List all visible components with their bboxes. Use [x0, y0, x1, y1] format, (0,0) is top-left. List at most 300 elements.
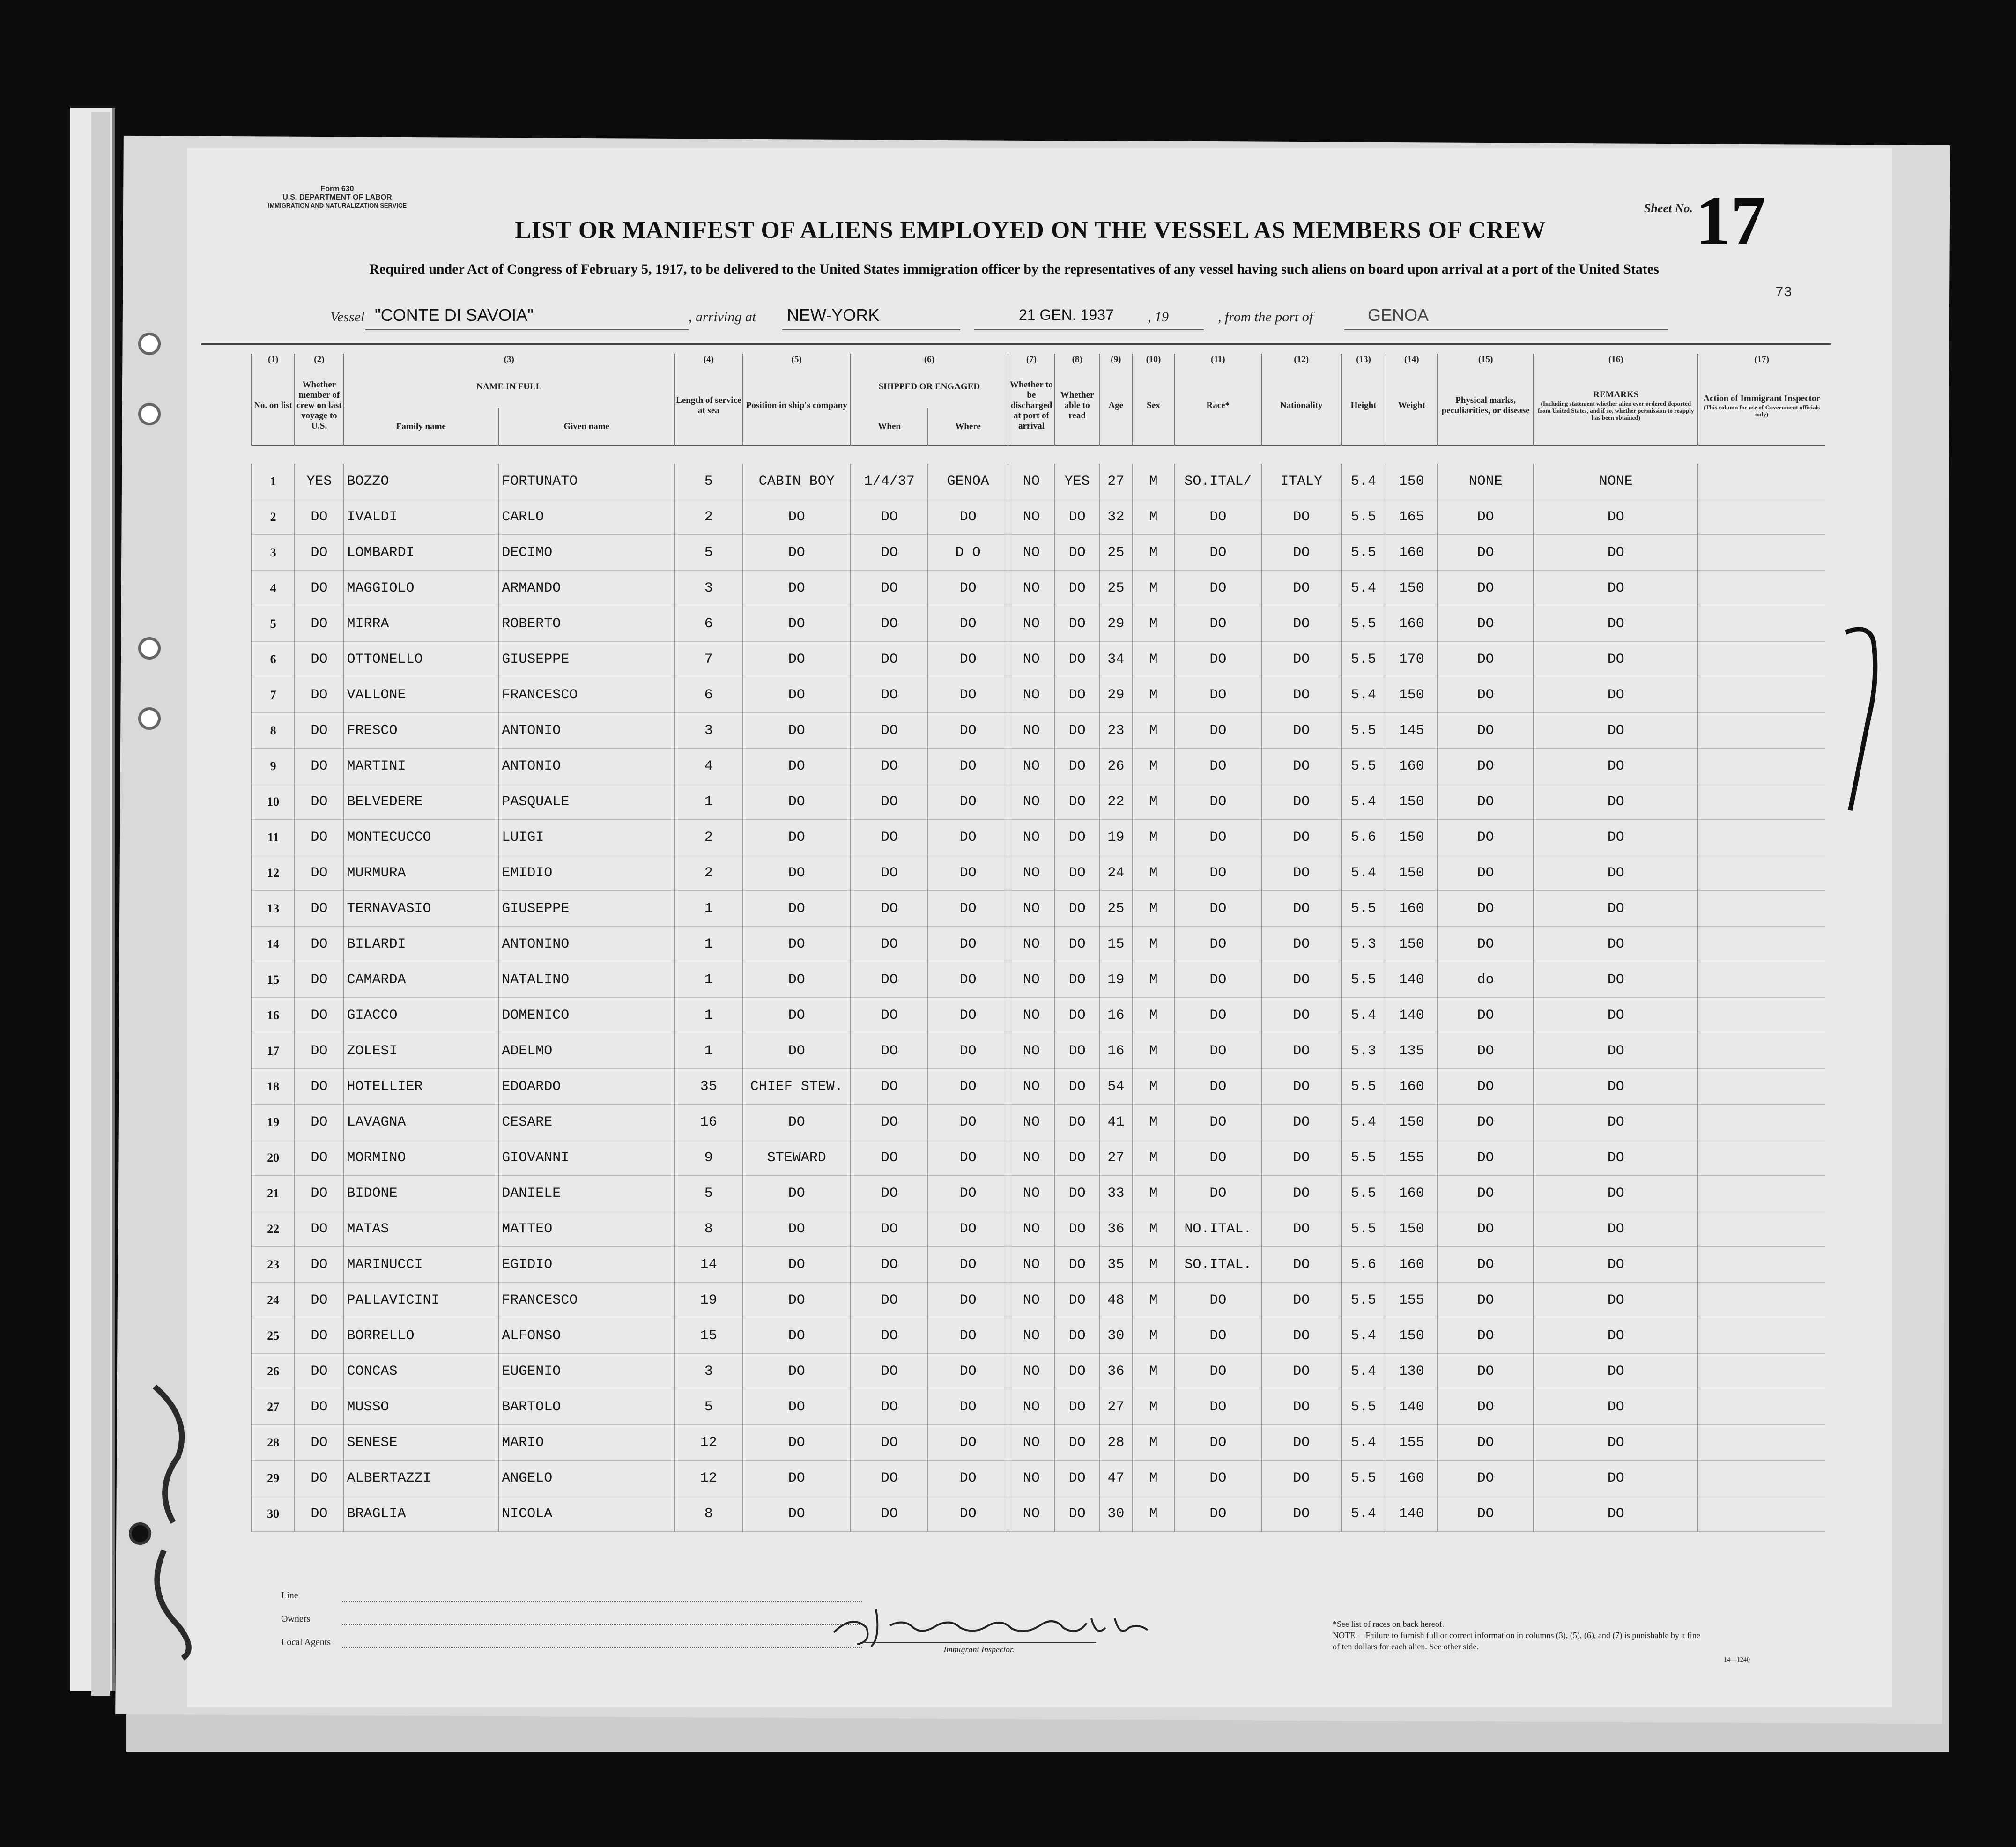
shipped-where: DO [928, 749, 1008, 784]
col-number: (5) [742, 354, 851, 366]
header-able-read: Whether able to read [1055, 366, 1099, 445]
height: 5.4 [1341, 998, 1386, 1033]
family-name: LOMBARDI [343, 535, 498, 571]
position: DO [742, 1283, 851, 1318]
sex: M [1132, 1069, 1174, 1105]
remarks: DO [1534, 1211, 1698, 1247]
given-name: NICOLA [498, 1496, 674, 1532]
length-service: 1 [674, 998, 742, 1033]
position: DO [742, 1247, 851, 1283]
able-read: DO [1055, 1354, 1099, 1389]
row-number: 12 [252, 855, 295, 891]
member-last-voyage: DO [295, 784, 343, 820]
physical-marks: DO [1438, 606, 1534, 642]
table-row [252, 1496, 1825, 1532]
inspector-action [1698, 1211, 1825, 1247]
race: DO [1175, 1140, 1261, 1176]
shipped-when: DO [851, 713, 928, 749]
sheet-number: 17 [1696, 182, 1766, 260]
table-row [252, 1318, 1825, 1354]
member-last-voyage: DO [295, 1389, 343, 1425]
form-number [262, 185, 412, 209]
race: DO [1175, 1176, 1261, 1211]
weight: 160 [1386, 891, 1438, 927]
shipped-where: D O [928, 535, 1008, 571]
crew-rows [252, 464, 1825, 1532]
row-number: 11 [252, 820, 295, 855]
shipped-when: DO [851, 642, 928, 677]
remarks: DO [1534, 677, 1698, 713]
row-number: 2 [252, 499, 295, 535]
races-note: *See list of races on back hereof. [1333, 1619, 1445, 1629]
remarks: DO [1534, 1105, 1698, 1140]
header-sex: Sex [1132, 366, 1174, 445]
member-last-voyage: DO [295, 1496, 343, 1532]
row-number: 24 [252, 1283, 295, 1318]
inspector-action [1698, 784, 1825, 820]
length-service: 15 [674, 1318, 742, 1354]
nationality: DO [1261, 820, 1341, 855]
header-given-name: Given name [498, 408, 674, 445]
discharged: NO [1008, 642, 1055, 677]
inspector-action [1698, 1105, 1825, 1140]
table-row [252, 1425, 1825, 1461]
race: SO.ITAL. [1175, 1247, 1261, 1283]
row-number: 10 [252, 784, 295, 820]
arrival-date: 21 GEN. 1937 [1019, 306, 1114, 323]
height: 5.5 [1341, 1283, 1386, 1318]
discharged: NO [1008, 571, 1055, 606]
given-name: ARMANDO [498, 571, 674, 606]
length-service: 9 [674, 1140, 742, 1176]
race: DO [1175, 642, 1261, 677]
shipped-when: DO [851, 1283, 928, 1318]
page-mark: 73 [1775, 285, 1793, 301]
able-read: DO [1055, 784, 1099, 820]
age: 26 [1099, 749, 1132, 784]
race: DO [1175, 1069, 1261, 1105]
height: 5.5 [1341, 1069, 1386, 1105]
discharged: NO [1008, 1033, 1055, 1069]
nationality: DO [1261, 713, 1341, 749]
table-row [252, 1140, 1825, 1176]
row-number: 8 [252, 713, 295, 749]
vessel-underline [365, 329, 689, 330]
given-name: CARLO [498, 499, 674, 535]
remarks: DO [1534, 1033, 1698, 1069]
family-name: CONCAS [343, 1354, 498, 1389]
height: 5.4 [1341, 1105, 1386, 1140]
sex: M [1132, 642, 1174, 677]
table-row [252, 927, 1825, 962]
shipped-where: DO [928, 677, 1008, 713]
position: DO [742, 571, 851, 606]
header-length-service: Length of service at sea [674, 366, 742, 445]
physical-marks: DO [1438, 1354, 1534, 1389]
shipped-where: DO [928, 820, 1008, 855]
remarks: DO [1534, 1318, 1698, 1354]
shipped-where: DO [928, 1176, 1008, 1211]
height: 5.4 [1341, 1496, 1386, 1532]
position: CHIEF STEW. [742, 1069, 851, 1105]
sex: M [1132, 535, 1174, 571]
weight: 160 [1386, 1069, 1438, 1105]
sex: M [1132, 713, 1174, 749]
nationality: DO [1261, 962, 1341, 998]
remarks: DO [1534, 1283, 1698, 1318]
sex: M [1132, 855, 1174, 891]
height: 5.3 [1341, 1033, 1386, 1069]
member-last-voyage: DO [295, 571, 343, 606]
department-text: U.S. DEPARTMENT OF LABOR [282, 193, 392, 201]
height: 5.5 [1341, 606, 1386, 642]
remarks: DO [1534, 1176, 1698, 1211]
given-name: ANTONINO [498, 927, 674, 962]
member-last-voyage: DO [295, 713, 343, 749]
shipped-when: DO [851, 998, 928, 1033]
length-service: 19 [674, 1283, 742, 1318]
table-row [252, 571, 1825, 606]
age: 28 [1099, 1425, 1132, 1461]
header-weight: Weight [1386, 366, 1438, 445]
remarks: NONE [1534, 464, 1698, 499]
sex: M [1132, 1247, 1174, 1283]
able-read: DO [1055, 535, 1099, 571]
able-read: DO [1055, 1211, 1099, 1247]
weight: 150 [1386, 571, 1438, 606]
discharged: NO [1008, 1461, 1055, 1496]
member-last-voyage: DO [295, 1105, 343, 1140]
age: 27 [1099, 464, 1132, 499]
physical-marks: DO [1438, 749, 1534, 784]
race: DO [1175, 1354, 1261, 1389]
shipped-when: DO [851, 1069, 928, 1105]
position: DO [742, 1354, 851, 1389]
family-name: IVALDI [343, 499, 498, 535]
discharged: NO [1008, 1247, 1055, 1283]
shipped-where: DO [928, 1211, 1008, 1247]
discharged: NO [1008, 677, 1055, 713]
family-name: VALLONE [343, 677, 498, 713]
race: DO [1175, 1496, 1261, 1532]
discharged: NO [1008, 891, 1055, 927]
race: DO [1175, 677, 1261, 713]
given-name: EMIDIO [498, 855, 674, 891]
height: 5.5 [1341, 1461, 1386, 1496]
discharged: NO [1008, 1211, 1055, 1247]
nationality: DO [1261, 1318, 1341, 1354]
table-row [252, 499, 1825, 535]
col-number: (9) [1099, 354, 1132, 366]
nationality: DO [1261, 1425, 1341, 1461]
family-name: MIRRA [343, 606, 498, 642]
nationality: DO [1261, 784, 1341, 820]
remarks: DO [1534, 927, 1698, 962]
weight: 150 [1386, 784, 1438, 820]
nationality: DO [1261, 1033, 1341, 1069]
age: 22 [1099, 784, 1132, 820]
header-shipped: SHIPPED OR ENGAGED [851, 366, 1008, 408]
sheet-label: Sheet No. [1644, 201, 1693, 215]
physical-marks: DO [1438, 499, 1534, 535]
family-name: BRAGLIA [343, 1496, 498, 1532]
col-number: (2) [295, 354, 343, 366]
given-name: MATTEO [498, 1211, 674, 1247]
row-number: 26 [252, 1354, 295, 1389]
nationality: DO [1261, 1247, 1341, 1283]
member-last-voyage: DO [295, 677, 343, 713]
race: DO [1175, 784, 1261, 820]
position: DO [742, 1211, 851, 1247]
binder-spine [91, 112, 110, 1696]
table-row [252, 1105, 1825, 1140]
given-name: ROBERTO [498, 606, 674, 642]
length-service: 8 [674, 1211, 742, 1247]
remarks: DO [1534, 749, 1698, 784]
physical-marks: DO [1438, 713, 1534, 749]
family-name: ZOLESI [343, 1033, 498, 1069]
race: DO [1175, 606, 1261, 642]
age: 27 [1099, 1389, 1132, 1425]
physical-marks: DO [1438, 1318, 1534, 1354]
service-text: IMMIGRATION AND NATURALIZATION SERVICE [267, 202, 407, 209]
col-number: (8) [1055, 354, 1099, 366]
weight: 170 [1386, 642, 1438, 677]
given-name: ANGELO [498, 1461, 674, 1496]
shipped-when: DO [851, 1247, 928, 1283]
age: 19 [1099, 962, 1132, 998]
height: 5.5 [1341, 499, 1386, 535]
punch-hole [138, 707, 161, 730]
table-row [252, 1283, 1825, 1318]
position: DO [742, 855, 851, 891]
family-name: MONTECUCCO [343, 820, 498, 855]
shipped-when: DO [851, 677, 928, 713]
weight: 135 [1386, 1033, 1438, 1069]
age: 48 [1099, 1283, 1132, 1318]
shipped-when: DO [851, 855, 928, 891]
col-number: (15) [1438, 354, 1534, 366]
physical-marks: DO [1438, 1105, 1534, 1140]
weight: 150 [1386, 1318, 1438, 1354]
given-name: ANTONIO [498, 749, 674, 784]
header-no-on-list: No. on list [252, 366, 295, 445]
inspector-action [1698, 606, 1825, 642]
col-number: (11) [1175, 354, 1261, 366]
able-read: DO [1055, 1389, 1099, 1425]
position: DO [742, 784, 851, 820]
family-name: BELVEDERE [343, 784, 498, 820]
member-last-voyage: DO [295, 499, 343, 535]
sex: M [1132, 1283, 1174, 1318]
position: DO [742, 499, 851, 535]
form-no-text: Form 630 [320, 185, 354, 193]
remarks: DO [1534, 1247, 1698, 1283]
given-name: FORTUNATO [498, 464, 674, 499]
shipped-where: DO [928, 891, 1008, 927]
position: DO [742, 962, 851, 998]
discharged: NO [1008, 1176, 1055, 1211]
shipped-when: DO [851, 784, 928, 820]
weight: 150 [1386, 927, 1438, 962]
position: STEWARD [742, 1140, 851, 1176]
inspector-action [1698, 749, 1825, 784]
given-name: GIOVANNI [498, 1140, 674, 1176]
shipped-when: DO [851, 1140, 928, 1176]
line-field: Line [281, 1590, 331, 1614]
given-name: EDOARDO [498, 1069, 674, 1105]
discharged: NO [1008, 962, 1055, 998]
header-row-top [252, 366, 1825, 408]
weight: 150 [1386, 677, 1438, 713]
physical-marks: do [1438, 962, 1534, 998]
height: 5.5 [1341, 1140, 1386, 1176]
header-remarks [1534, 366, 1698, 445]
position: DO [742, 1176, 851, 1211]
age: 27 [1099, 1140, 1132, 1176]
shipped-when: DO [851, 749, 928, 784]
shipped-when: DO [851, 535, 928, 571]
race: DO [1175, 1105, 1261, 1140]
physical-marks: DO [1438, 1496, 1534, 1532]
weight: 160 [1386, 1461, 1438, 1496]
col-number: (16) [1534, 354, 1698, 366]
weight: 160 [1386, 535, 1438, 571]
discharged: NO [1008, 1318, 1055, 1354]
header-age: Age [1099, 366, 1132, 445]
height: 5.4 [1341, 464, 1386, 499]
given-name: ADELMO [498, 1033, 674, 1069]
document-subtitle: Required under Act of Congress of February 5, 1917, to be delivered to the United States immigration officer by the representatives of any vessel having such aliens on board upon arrival at a port of the United States [369, 261, 1659, 277]
shipped-when: DO [851, 1461, 928, 1496]
sex: M [1132, 1176, 1174, 1211]
nationality: DO [1261, 606, 1341, 642]
remarks: DO [1534, 642, 1698, 677]
age: 32 [1099, 499, 1132, 535]
family-name: OTTONELLO [343, 642, 498, 677]
given-name: EGIDIO [498, 1247, 674, 1283]
weight: 160 [1386, 606, 1438, 642]
from-label: , from the port of [1218, 309, 1313, 325]
family-name: HOTELLIER [343, 1069, 498, 1105]
punch-hole [138, 403, 161, 425]
given-name: BARTOLO [498, 1389, 674, 1425]
member-last-voyage: DO [295, 1211, 343, 1247]
weight: 155 [1386, 1140, 1438, 1176]
physical-marks: DO [1438, 891, 1534, 927]
nationality: DO [1261, 1389, 1341, 1425]
age: 54 [1099, 1069, 1132, 1105]
age: 30 [1099, 1496, 1132, 1532]
col-number: (13) [1341, 354, 1386, 366]
row-number: 4 [252, 571, 295, 606]
remarks-subtitle: (Including statement whether alien ever ordered deported from United States, and if so, whether permission to reapply has been obtained) [1538, 400, 1694, 421]
discharged: NO [1008, 855, 1055, 891]
physical-marks: DO [1438, 1461, 1534, 1496]
table-row [252, 1069, 1825, 1105]
row-number: 28 [252, 1425, 295, 1461]
form-code: 14—1240 [1724, 1656, 1750, 1663]
weight: 150 [1386, 1105, 1438, 1140]
shipped-where: DO [928, 1354, 1008, 1389]
shipped-where: DO [928, 1461, 1008, 1496]
weight: 140 [1386, 1389, 1438, 1425]
age: 19 [1099, 820, 1132, 855]
able-read: DO [1055, 499, 1099, 535]
nationality: DO [1261, 1069, 1341, 1105]
length-service: 1 [674, 891, 742, 927]
table-row [252, 677, 1825, 713]
physical-marks: DO [1438, 642, 1534, 677]
remarks: DO [1534, 962, 1698, 998]
shipped-when: DO [851, 606, 928, 642]
inspector-action [1698, 820, 1825, 855]
shipped-when: DO [851, 1105, 928, 1140]
discharged: NO [1008, 1496, 1055, 1532]
physical-marks: DO [1438, 1247, 1534, 1283]
height: 5.5 [1341, 713, 1386, 749]
able-read: DO [1055, 606, 1099, 642]
height: 5.5 [1341, 1211, 1386, 1247]
height: 5.6 [1341, 820, 1386, 855]
position: DO [742, 1389, 851, 1425]
discharged: NO [1008, 1140, 1055, 1176]
punch-hole [138, 333, 161, 355]
inspector-action [1698, 998, 1825, 1033]
race: DO [1175, 891, 1261, 927]
length-service: 16 [674, 1105, 742, 1140]
position: DO [742, 606, 851, 642]
row-number: 17 [252, 1033, 295, 1069]
shipped-when: DO [851, 571, 928, 606]
race: DO [1175, 1318, 1261, 1354]
shipped-when: DO [851, 891, 928, 927]
age: 16 [1099, 998, 1132, 1033]
sex: M [1132, 1105, 1174, 1140]
able-read: DO [1055, 1069, 1099, 1105]
row-number: 13 [252, 891, 295, 927]
height: 5.4 [1341, 677, 1386, 713]
length-service: 3 [674, 571, 742, 606]
shipped-where: DO [928, 571, 1008, 606]
physical-marks: DO [1438, 820, 1534, 855]
inspector-action [1698, 1461, 1825, 1496]
shipped-where: DO [928, 642, 1008, 677]
owners-field: Owners [281, 1614, 331, 1637]
nationality: DO [1261, 642, 1341, 677]
date-underline [974, 329, 1204, 330]
inspector-action [1698, 499, 1825, 535]
action-subtitle: (This column for use of Government officials only) [1704, 403, 1820, 418]
age: 33 [1099, 1176, 1132, 1211]
weight: 140 [1386, 998, 1438, 1033]
weight: 145 [1386, 713, 1438, 749]
shipped-where: DO [928, 1247, 1008, 1283]
length-service: 6 [674, 606, 742, 642]
member-last-voyage: YES [295, 464, 343, 499]
document-title: LIST OR MANIFEST OF ALIENS EMPLOYED ON THE VESSEL AS MEMBERS OF CREW [515, 217, 1546, 244]
inspector-action [1698, 571, 1825, 606]
shipped-when: DO [851, 1318, 928, 1354]
header-spacer [252, 445, 1825, 464]
header-nationality: Nationality [1261, 366, 1341, 445]
sex: M [1132, 820, 1174, 855]
sex: M [1132, 1318, 1174, 1354]
shipped-where: GENOA [928, 464, 1008, 499]
discharged: NO [1008, 784, 1055, 820]
physical-marks: DO [1438, 1140, 1534, 1176]
remarks: DO [1534, 606, 1698, 642]
